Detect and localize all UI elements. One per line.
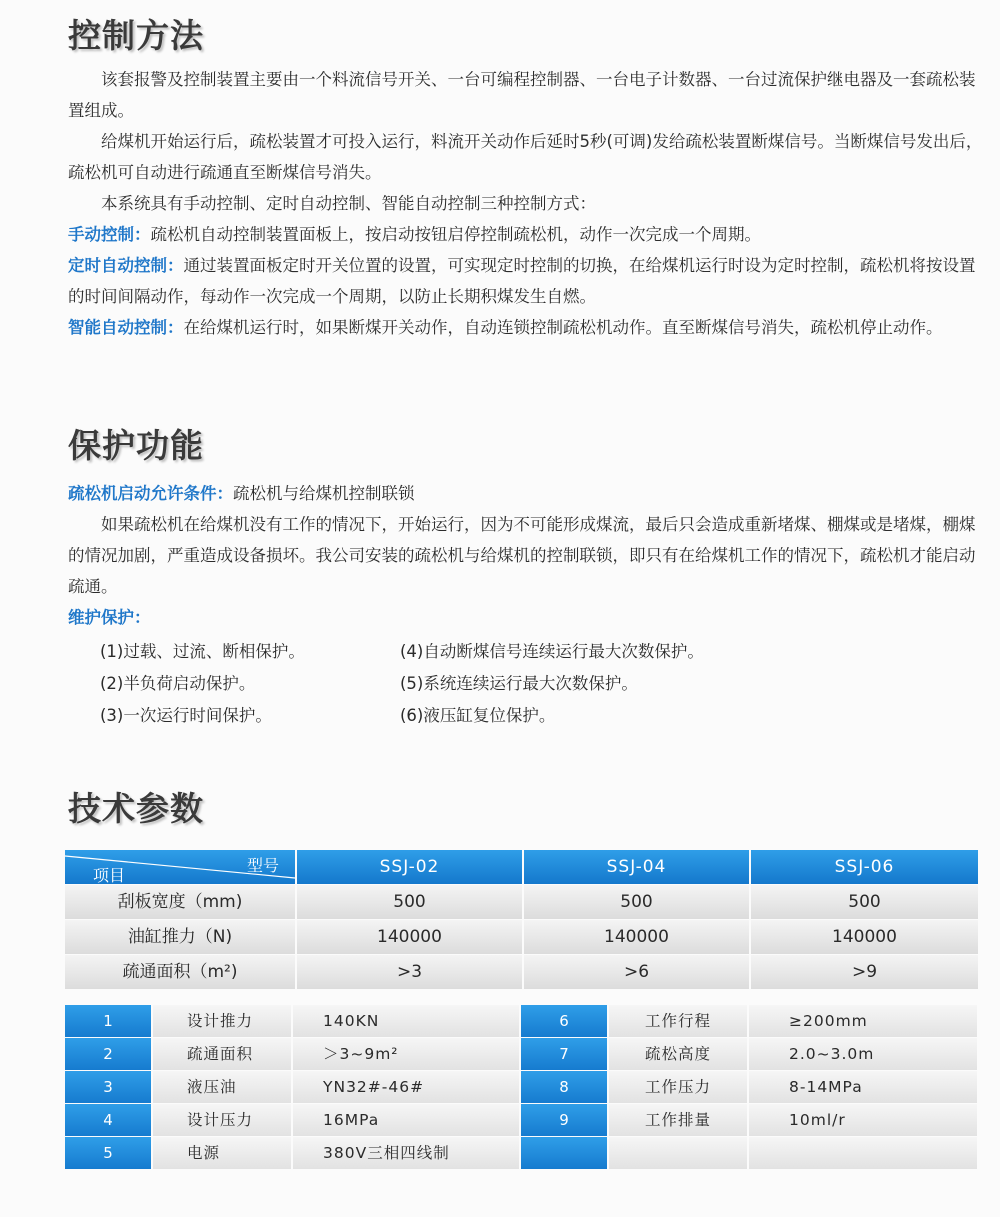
model-spec-table	[65, 850, 980, 989]
timed-control-text: 通过装置面板定时开关位置的设置，可实现定时控制的切换，在给煤机运行时设为定时控制，疏松机将按设置的时间间隔动作，每动作一次完成一个周期，以防止长期积煤发生自燃。	[68, 256, 976, 306]
start-condition-line	[68, 478, 415, 509]
param-value: ＞3~9m²	[293, 1038, 519, 1070]
table-row	[65, 920, 980, 954]
param-value: 380V三相四线制	[293, 1137, 519, 1169]
maintenance-label: 维护保护：	[68, 608, 151, 627]
protect-item: (6)液压缸复位保护。	[400, 706, 556, 725]
protect-item: (2)半负荷启动保护。	[100, 674, 256, 693]
param-name: 电源	[153, 1137, 291, 1169]
start-condition-text: 疏松机与给煤机控制联锁	[233, 484, 415, 503]
param-number: 9	[521, 1104, 607, 1136]
param-value: 10ml/r	[749, 1104, 977, 1136]
row-label: 刮板宽度（mm)	[65, 885, 295, 919]
model-header: SSJ-02	[297, 850, 522, 884]
param-value: 16MPa	[293, 1104, 519, 1136]
param-value: YN32#-46#	[293, 1071, 519, 1103]
table-row	[65, 885, 980, 919]
param-number-empty	[521, 1137, 607, 1169]
table-corner-cell	[65, 850, 295, 884]
param-value: ≥200mm	[749, 1005, 977, 1037]
smart-control-label: 智能自动控制：	[68, 318, 184, 337]
smart-control-text: 在给煤机运行时，如果断煤开关动作，自动连锁控制疏松机动作。直至断煤信号消失，疏松机停止动作。	[183, 318, 943, 337]
control-paragraph-1: 该套报警及控制装置主要由一个料流信号开关、一台可编程控制器、一台电子计数器、一台过流保护继电器及一套疏松装置组成。	[68, 70, 976, 120]
row-value: >9	[751, 955, 978, 989]
param-name: 设计推力	[153, 1005, 291, 1037]
param-value: 2.0~3.0m	[749, 1038, 977, 1070]
table-row	[65, 955, 980, 989]
param-name: 设计压力	[153, 1104, 291, 1136]
control-paragraph-3: 本系统具有手动控制、定时自动控制、智能自动控制三种控制方式：	[101, 194, 596, 213]
param-name: 工作压力	[609, 1071, 747, 1103]
section-title-specs: 技术参数	[68, 789, 204, 828]
param-number: 2	[65, 1038, 151, 1070]
parameter-grid	[65, 1005, 977, 1170]
row-value: 500	[297, 885, 522, 919]
row-value: 140000	[524, 920, 749, 954]
section-title-protect: 保护功能	[68, 426, 204, 465]
timed-control-paragraph	[68, 250, 986, 312]
row-value: >3	[297, 955, 522, 989]
param-name: 工作行程	[609, 1005, 747, 1037]
model-header: SSJ-04	[524, 850, 749, 884]
row-value: 140000	[751, 920, 978, 954]
param-number: 7	[521, 1038, 607, 1070]
row-value: >6	[524, 955, 749, 989]
timed-control-label: 定时自动控制：	[68, 256, 184, 275]
row-value: 500	[524, 885, 749, 919]
param-name: 疏通面积	[153, 1038, 291, 1070]
param-number: 6	[521, 1005, 607, 1037]
smart-control-paragraph	[68, 312, 986, 343]
param-value-empty	[749, 1137, 977, 1169]
maintenance-label-line	[68, 602, 151, 633]
param-value: 140KN	[293, 1005, 519, 1037]
param-number: 4	[65, 1104, 151, 1136]
param-name: 液压油	[153, 1071, 291, 1103]
protect-item: (1)过载、过流、断相保护。	[100, 642, 305, 661]
section-title-control: 控制方法	[68, 16, 204, 55]
corner-item-label: 项目	[93, 866, 126, 884]
row-value: 500	[751, 885, 978, 919]
param-row	[65, 1071, 977, 1103]
param-number: 1	[65, 1005, 151, 1037]
manual-control-paragraph	[68, 219, 986, 250]
protect-item: (5)系统连续运行最大次数保护。	[400, 674, 638, 693]
param-name-empty	[609, 1137, 747, 1169]
model-header: SSJ-06	[751, 850, 978, 884]
table-header-row	[65, 850, 980, 884]
param-row	[65, 1038, 977, 1070]
start-condition-label: 疏松机启动允许条件：	[68, 484, 233, 503]
row-label: 油缸推力（N)	[65, 920, 295, 954]
param-number: 8	[521, 1071, 607, 1103]
param-row	[65, 1104, 977, 1136]
row-value: 140000	[297, 920, 522, 954]
row-label: 疏通面积（m²)	[65, 955, 295, 989]
param-number: 3	[65, 1071, 151, 1103]
protect-item: (3)一次运行时间保护。	[100, 706, 272, 725]
control-paragraph-2: 给煤机开始运行后，疏松装置才可投入运行，料流开关动作后延时5秒(可调)发给疏松装置断煤信号。当断煤信号发出后，疏松机可自动进行疏通直至断煤信号消失。	[68, 132, 983, 182]
manual-control-text: 疏松机自动控制装置面板上，按启动按钮启停控制疏松机，动作一次完成一个周期。	[150, 225, 761, 244]
manual-control-label: 手动控制：	[68, 225, 151, 244]
param-row	[65, 1137, 977, 1169]
protect-item: (4)自动断煤信号连续运行最大次数保护。	[400, 642, 704, 661]
param-name: 疏松高度	[609, 1038, 747, 1070]
corner-model-label: 型号	[247, 856, 280, 875]
protect-paragraph: 如果疏松机在给煤机没有工作的情况下，开始运行，因为不可能形成煤流，最后只会造成重新堵煤、棚煤或是堵煤，棚煤的情况加剧，严重造成设备损坏。我公司安装的疏松机与给煤机的控制联锁，即只有在给煤机工作的情况下，疏松机才能启动疏通。	[68, 515, 976, 596]
param-number: 5	[65, 1137, 151, 1169]
param-name: 工作排量	[609, 1104, 747, 1136]
param-row	[65, 1005, 977, 1037]
param-value: 8-14MPa	[749, 1071, 977, 1103]
